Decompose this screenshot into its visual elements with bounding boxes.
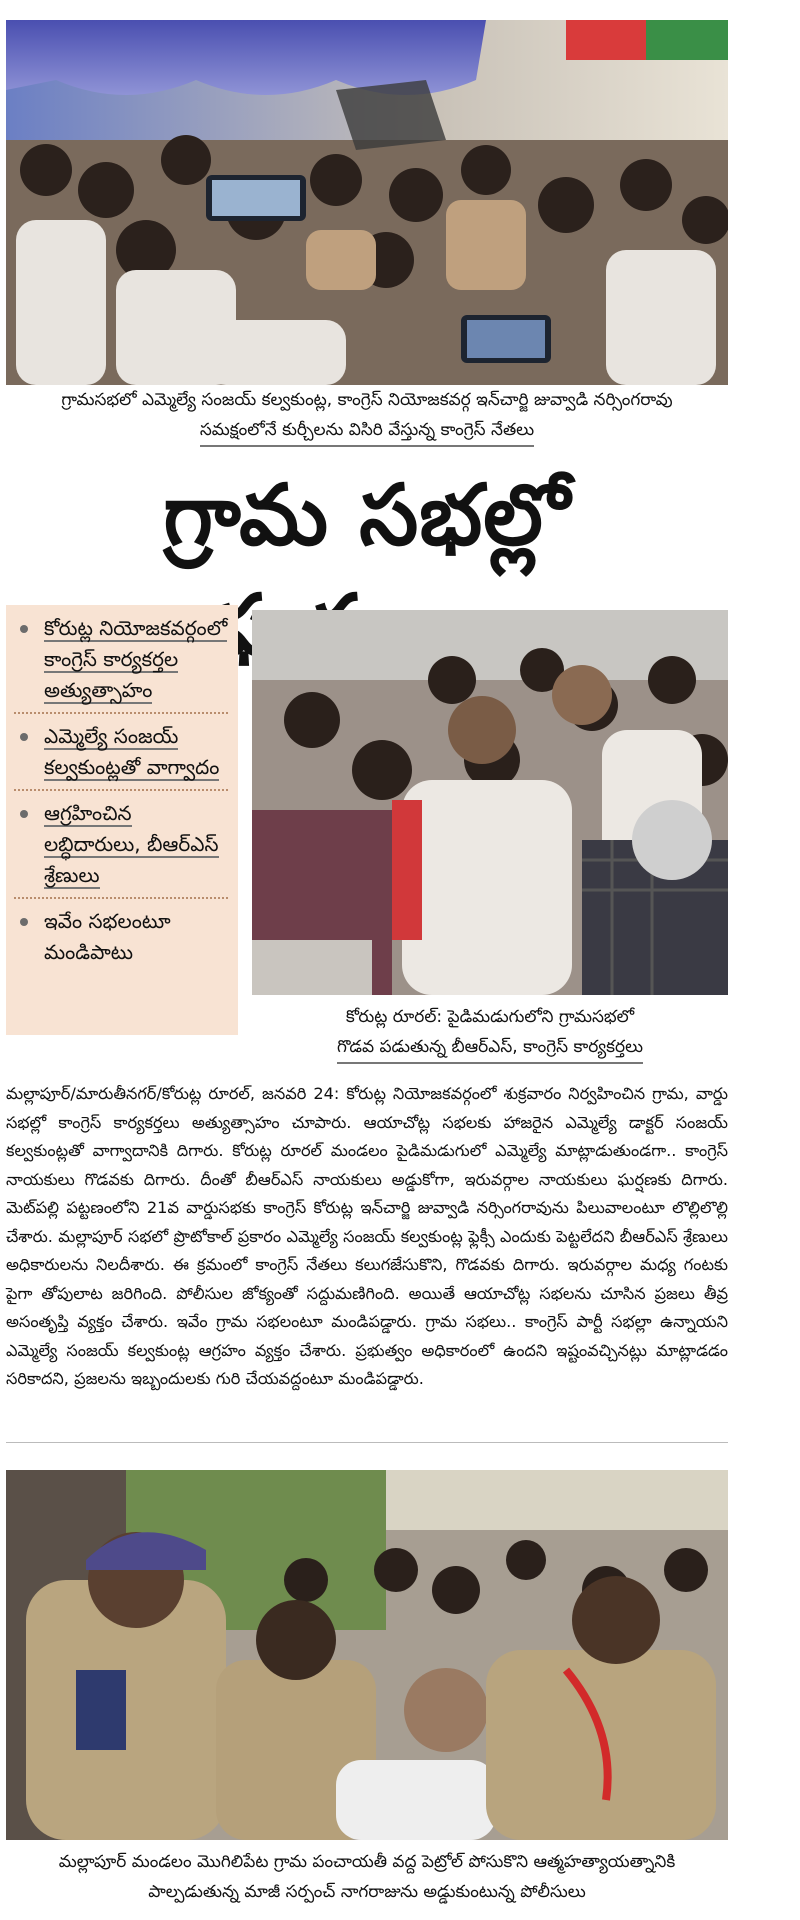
highlight-text: ఆగ్రహించిన లబ్ధిదారులు, బీఆర్ఎస్ శ్రేణులు — [44, 801, 219, 887]
photo-chairs-thrown — [6, 20, 728, 385]
highlight-item — [14, 613, 228, 714]
section-divider — [6, 1442, 728, 1443]
photo2-caption-line2: గొడవ పడుతున్న బీఆర్ఎస్, కాంగ్రెస్ కార్యకర్తలు — [337, 1032, 643, 1064]
headline: గ్రామ సభల్లో — [163, 466, 571, 564]
highlight-item — [14, 721, 228, 791]
photo-clash-paidimadugu — [252, 610, 728, 995]
photo3-caption-line2: పాల్పడుతున్న మాజీ సర్పంచ్ నాగరాజును అడ్డుకుంటున్న పోలీసులు — [148, 1882, 586, 1902]
highlight-text: ఎమ్మెల్యే సంజయ్ కల్వకుంట్లతో వాగ్వాదం — [44, 724, 220, 779]
photo3-caption-line1: మల్లాపూర్ మండలం మొగిలిపేట గ్రామ పంచాయతీ వద్ద పెట్రోల్ పోసుకొని ఆత్మహత్యాయత్నానికి — [58, 1852, 676, 1872]
photo2-caption-line1: కోరుట్ల రూరల్: పైడిమడుగులోని గ్రామసభలో — [345, 1007, 635, 1027]
highlights-box — [6, 605, 238, 1035]
photo1-caption-line2: సమక్షంలోనే కుర్చీలను విసిరి వేస్తున్న కాంగ్రెస్ నేతలు — [200, 415, 534, 447]
photo1-caption-line1: గ్రామసభలో ఎమ్మెల్యే సంజయ్ కల్వకుంట్ల, కాంగ్రెస్ నియోజకవర్గ ఇన్‌చార్జి జువ్వాడి నర్సింగరావు — [61, 390, 673, 410]
photo-police-mogilipeta — [6, 1470, 728, 1840]
article-body: మల్లాపూర్/మారుతీనగర్/కోరుట్ల రూరల్, జనవరి 24: కోరుట్ల నియోజకవర్గంలో శుక్రవారం నిర్వహించిన గ్రామ, వార్డు సభల్లో కాంగ్రెస్ కార్యకర్తలు అత్యుత్సాహం చూపారు. ఆయాచోట్ల సభలకు హాజరైన ఎమ్మెల్యే డాక్టర్ సంజయ్ కల్వకుంట్లతో వాగ్వాదానికి దిగారు. కోరుట్ల రూరల్ మండలం పైడిమడుగులో ఎమ్మెల్యే మాట్లాడుతుండగా.. కాంగ్రెస్ నాయకులు గొడవకు దిగారు. దీంతో బీఆర్ఎస్ నాయకులు అడ్డుకోగా, ఇరువర్గాల నాయకులు ఘర్షణకు దిగారు. మెట్‌పల్లి పట్టణంలోని 21వ వార్డుసభకు కాంగ్రెస్ కోరుట్ల ఇన్‌చార్జి జువ్వాడి నర్సింగరావును పిలువాలంటూ లొల్లిలొల్లి చేశారు. మల్లాపూర్ సభలో ప్రొటోకాల్ ప్రకారం ఎమ్మెల్యే సంజయ్ కల్వకుంట్ల ఫ్లెక్సీ ఎందుకు పెట్టలేదని బీఆర్ఎస్ శ్రేణులు అధికారులను నిలదీశారు. ఈ క్రమంలో కాంగ్రెస్ నేతలు కలుగజేసుకొని, గొడవకు దిగారు. ఇరువర్గాల మధ్య గంటకు పైగా తోపులాట జరిగింది. పోలీసుల జోక్యంతో సద్దుమణిగింది. అయితే ఆయాచోట్ల సభలను చూసిన ప్రజలు తీవ్ర అసంతృప్తి వ్యక్తం చేశారు. ఇవేం గ్రామ సభలంటూ మండిపడ్డారు. గ్రామ సభలు.. కాంగ్రెస్ పార్టీ సభల్లా ఉన్నాయని ఎమ్మెల్యే సంజయ్ కల్వకుంట్ల ఆగ్రహం వ్యక్తం చేశారు. ప్రభుత్వం అధికారంలో ఉందని ఇష్టంవచ్చినట్లు మాట్లాడడం సరికాదని, ప్రజలను ఇబ్బందులకు గురి చేయవద్దంటూ మండిపడ్డారు. — [6, 1084, 728, 1388]
photo1-caption — [6, 385, 728, 447]
photo2-caption — [252, 1002, 728, 1064]
highlight-item — [14, 798, 228, 899]
photo3-caption — [6, 1847, 728, 1907]
highlight-text: కోరుట్ల నియోజకవర్గంలో కాంగ్రెస్ కార్యకర్తల అత్యుత్సాహం — [44, 616, 228, 702]
highlight-item — [14, 906, 228, 974]
highlight-text: ఇవేం సభలంటూ మండిపాటు — [44, 909, 171, 964]
